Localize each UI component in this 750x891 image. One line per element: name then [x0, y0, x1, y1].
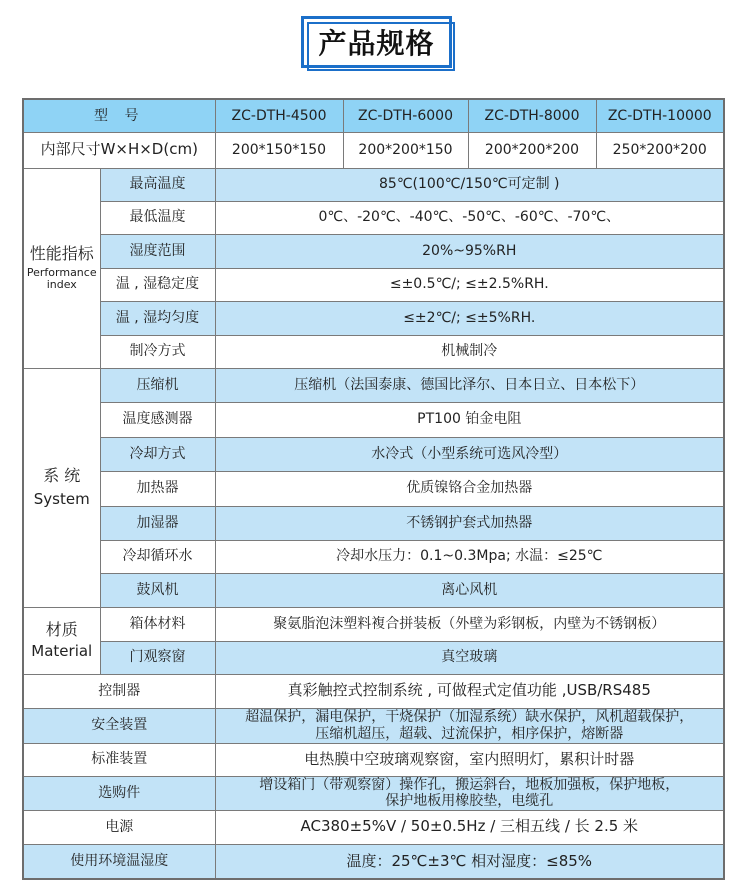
- table-row: [23, 573, 724, 607]
- size-value: 200*200*200: [468, 132, 596, 168]
- table-row: [23, 708, 724, 743]
- model-6000: ZC-DTH-6000: [343, 99, 468, 132]
- row-value: [215, 776, 724, 810]
- row-value: 温度：25℃±3℃ 相对湿度：≤85%: [215, 844, 724, 879]
- size-value: 200*200*150: [343, 132, 468, 168]
- row-value-line: 增设箱门（带观察窗）操作孔，搬运斜台，地板加强板，保护地板，: [259, 776, 680, 793]
- row-value: PT100 铂金电阻: [215, 402, 724, 437]
- section-label-en: System: [33, 490, 90, 509]
- table-row: [23, 776, 724, 810]
- spec-table: [22, 98, 725, 880]
- size-value: 250*200*200: [596, 132, 724, 168]
- row-value: 压缩机（法国泰康、德国比泽尔、日本日立、日本松下）: [215, 368, 724, 402]
- table-row: [23, 301, 724, 335]
- row-value: 85℃(100℃/150℃可定制 ): [215, 168, 724, 201]
- table-row: [23, 402, 724, 437]
- table-row: [23, 506, 724, 540]
- row-value-line: 超温保护，漏电保护，干烧保护（加湿系统）缺水保护，风机超载保护，: [245, 709, 694, 726]
- row-label: 鼓风机: [100, 573, 215, 607]
- row-label: 冷却循环水: [100, 540, 215, 573]
- section-label: 材质: [45, 619, 78, 639]
- model-label: 型 号: [23, 99, 215, 132]
- size-row: [23, 132, 724, 168]
- row-label: 加湿器: [100, 506, 215, 540]
- row-label: 最低温度: [100, 201, 215, 234]
- row-label: 压缩机: [100, 368, 215, 402]
- row-value: 20%~95%RH: [215, 234, 724, 268]
- page-title: 产品规格: [318, 27, 435, 60]
- row-value: 机械制冷: [215, 335, 724, 368]
- table-row: [23, 368, 724, 402]
- section-label: 系 统: [43, 465, 81, 485]
- row-value: 电热膜中空玻璃观察窗，室内照明灯，累积计时器: [215, 743, 724, 776]
- table-row: [23, 234, 724, 268]
- row-value: 水冷式（小型系统可选风冷型）: [215, 437, 724, 471]
- row-label: 温 , 湿均匀度: [100, 301, 215, 335]
- row-value: 优质镍铬合金加热器: [215, 471, 724, 506]
- row-label: 温度感测器: [100, 402, 215, 437]
- row-value-line: 压缩机超压，超载、过流保护，相序保护，熔断器: [315, 725, 624, 742]
- row-value: 不锈钢护套式加热器: [215, 506, 724, 540]
- table-row: [23, 335, 724, 368]
- row-value: 冷却水压力：0.1~0.3Mpa; 水温：≤25℃: [215, 540, 724, 573]
- table-row: [23, 471, 724, 506]
- table-row: [23, 844, 724, 879]
- table-row: [23, 168, 724, 201]
- section-label: 性能指标: [29, 243, 94, 263]
- row-value: 0℃、-20℃、-40℃、-50℃、-60℃、-70℃、: [215, 201, 724, 234]
- table-row: [23, 810, 724, 844]
- row-label: 加热器: [100, 471, 215, 506]
- row-value: ≤±0.5℃/; ≤±2.5%RH.: [215, 268, 724, 301]
- row-value: 真彩触控式控制系统 , 可做程式定值功能 ,USB/RS485: [215, 674, 724, 708]
- row-label: 门观察窗: [100, 641, 215, 674]
- table-row: [23, 743, 724, 776]
- row-label: 湿度范围: [100, 234, 215, 268]
- table-row: [23, 607, 724, 641]
- header-row: [23, 99, 724, 132]
- page-title-frame: [301, 16, 452, 68]
- model-10000: ZC-DTH-10000: [596, 99, 724, 132]
- table-row: [23, 641, 724, 674]
- row-label: 冷却方式: [100, 437, 215, 471]
- table-row: [23, 268, 724, 301]
- row-value: AC380±5%V / 50±0.5Hz / 三相五线 / 长 2.5 米: [215, 810, 724, 844]
- table-row: [23, 540, 724, 573]
- row-label: 控制器: [23, 674, 215, 708]
- section-label-en: Performance index: [26, 266, 97, 292]
- row-label: 选购件: [23, 776, 215, 810]
- row-value: 聚氨脂泡沫塑料複合拼装板（外壁为彩钢板，内壁为不锈钢板）: [215, 607, 724, 641]
- row-label: 使用环境温湿度: [23, 844, 215, 879]
- row-label: 箱体材料: [100, 607, 215, 641]
- row-value: 离心风机: [215, 573, 724, 607]
- size-label: 内部尺寸W×H×D(cm): [23, 132, 215, 168]
- table-row: [23, 437, 724, 471]
- row-label: 制冷方式: [100, 335, 215, 368]
- model-8000: ZC-DTH-8000: [468, 99, 596, 132]
- section-system: [23, 368, 100, 607]
- row-label: 最高温度: [100, 168, 215, 201]
- row-value: [215, 708, 724, 743]
- table-row: [23, 201, 724, 234]
- row-value: 真空玻璃: [215, 641, 724, 674]
- row-value: ≤±2℃/; ≤±5%RH.: [215, 301, 724, 335]
- row-value-line: 保护地板用橡胶垫，电缆孔: [385, 793, 554, 809]
- section-label-en: Material: [31, 642, 93, 661]
- row-label: 安全装置: [23, 708, 215, 743]
- table-row: [23, 674, 724, 708]
- section-material: [23, 607, 100, 674]
- row-label: 温 , 湿稳定度: [100, 268, 215, 301]
- section-performance: [23, 168, 100, 368]
- row-label: 标准装置: [23, 743, 215, 776]
- model-4500: ZC-DTH-4500: [215, 99, 343, 132]
- row-label: 电源: [23, 810, 215, 844]
- size-value: 200*150*150: [215, 132, 343, 168]
